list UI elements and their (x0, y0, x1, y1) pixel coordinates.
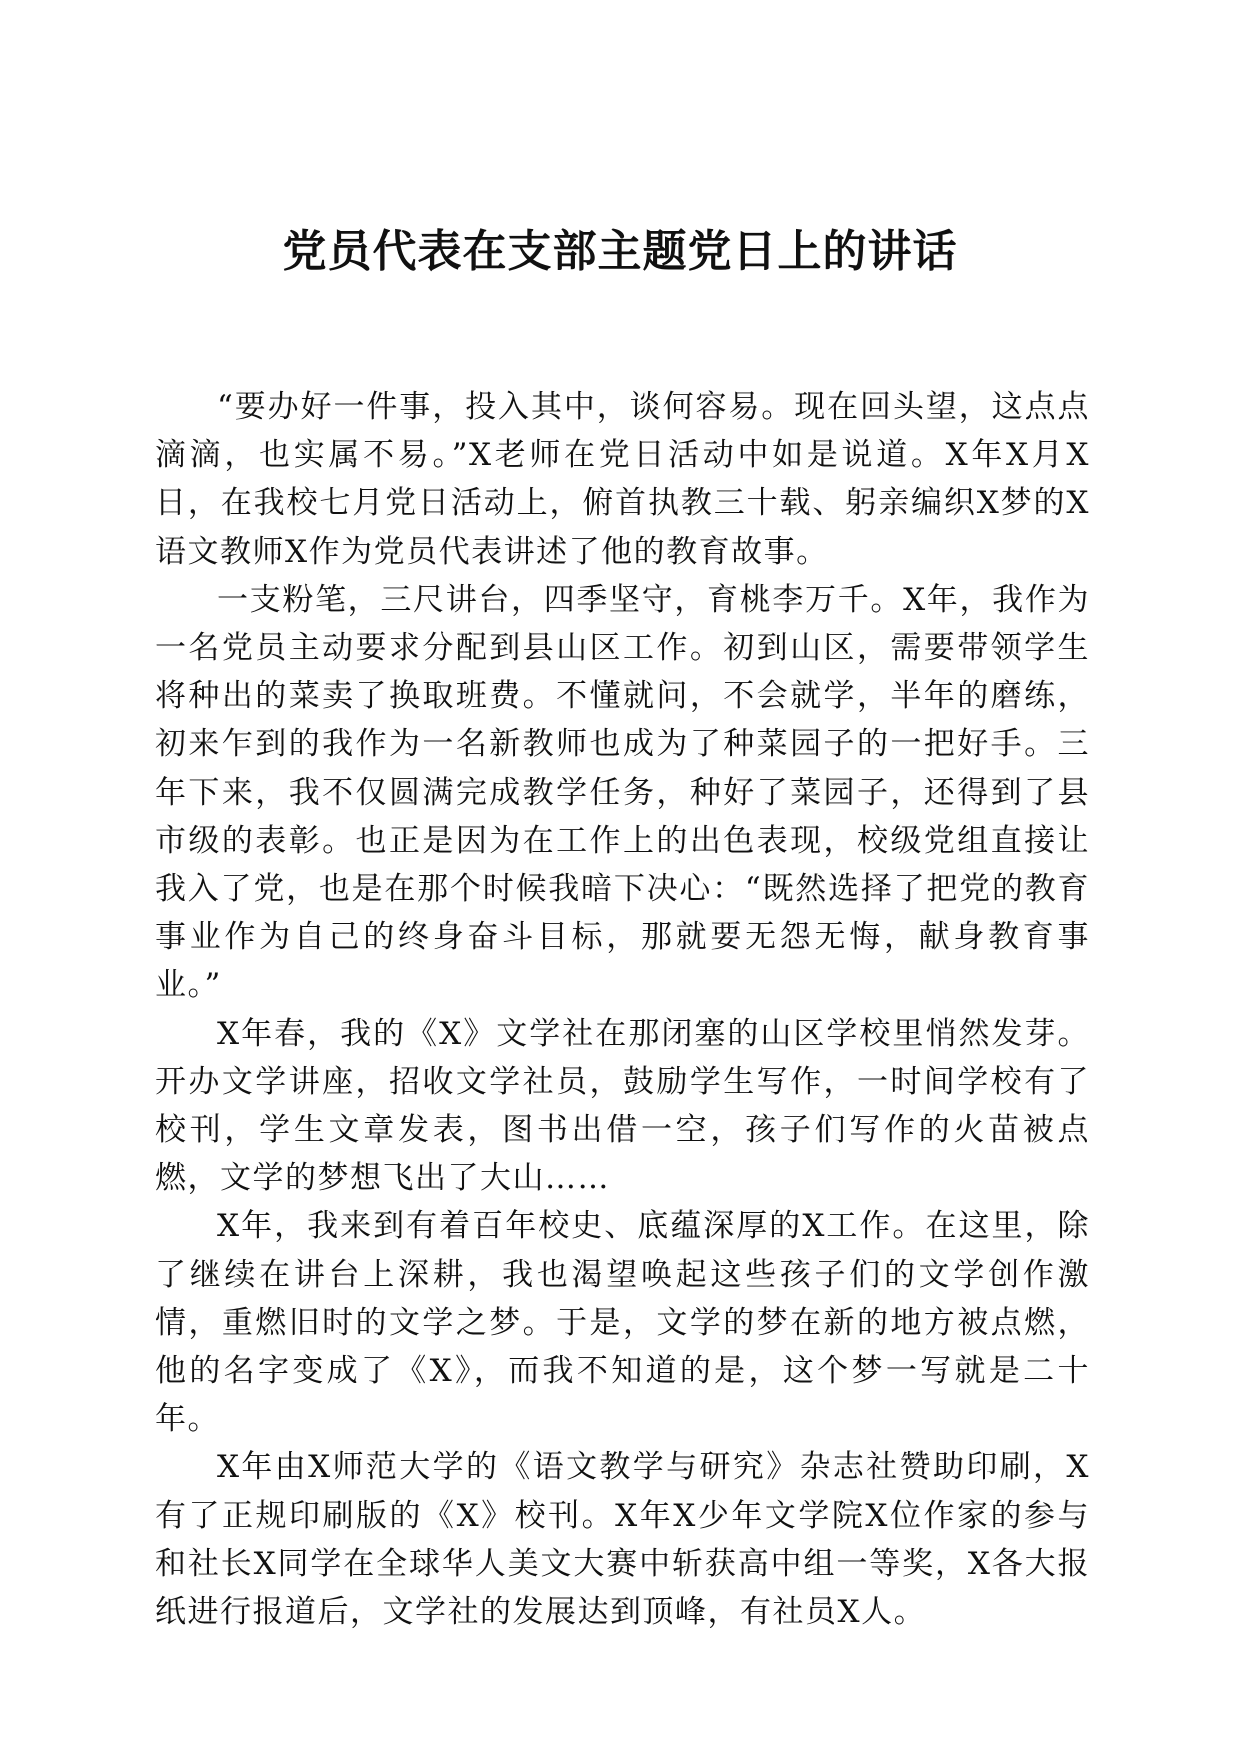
paragraph-1: “要办好一件事，投入其中，谈何容易。现在回头望，这点点滴滴，也实属不易。”X老师在党日活动中如是说道。X年X月X日，在我校七月党日活动上，俯首执教三十载、躬亲编织X梦的X语文教师X作为党员代表讲述了他的教育故事。 (155, 389, 1090, 570)
paragraph-4: X年，我来到有着百年校史、底蕴深厚的X工作。在这里，除了继续在讲台上深耕，我也渴望唤起这些孩子们的文学创作激情，重燃旧时的文学之梦。于是，文学的梦在新的地方被点燃，他的名字变成了《X》，而我不知道的是，这个梦一写就是二十年。 (155, 1208, 1090, 1438)
paragraph-5: X年由X师范大学的《语文教学与研究》杂志社赞助印刷，X有了正规印刷版的《X》校刊。X年X少年文学院X位作家的参与和社长X同学在全球华人美文大赛中斩获高中组一等奖，X各大报纸进行报道后，文学社的发展达到顶峰，有社员X人。 (155, 1449, 1090, 1631)
document-body (155, 383, 1090, 1636)
paragraph-3: X年春，我的《X》文学社在那闭塞的山区学校里悄然发芽。开办文学讲座，招收文学社员，鼓励学生写作，一时间学校有了校刊，学生文章发表，图书出借一空，孩子们写作的火苗被点燃，文学的梦想飞出了大山…… (155, 1015, 1090, 1197)
paragraph-2: 一支粉笔，三尺讲台，四季坚守，育桃李万千。X年，我作为一名党员主动要求分配到县山区工作。初到山区，需要带领学生将种出的菜卖了换取班费。不懂就问，不会就学，半年的磨练，初来乍到的我作为一名新教师也成为了种菜园子的一把好手。三年下来，我不仅圆满完成教学任务，种好了菜园子，还得到了县市级的表彰。也正是因为在工作上的出色表现，校级党组直接让我入了党，也是在那个时候我暗下决心：“既然选择了把党的教育事业作为自己的终身奋斗目标，那就要无怨无悔，献身教育事业。” (155, 581, 1090, 1004)
document-title: 党员代表在支部主题党日上的讲话 (282, 226, 958, 277)
